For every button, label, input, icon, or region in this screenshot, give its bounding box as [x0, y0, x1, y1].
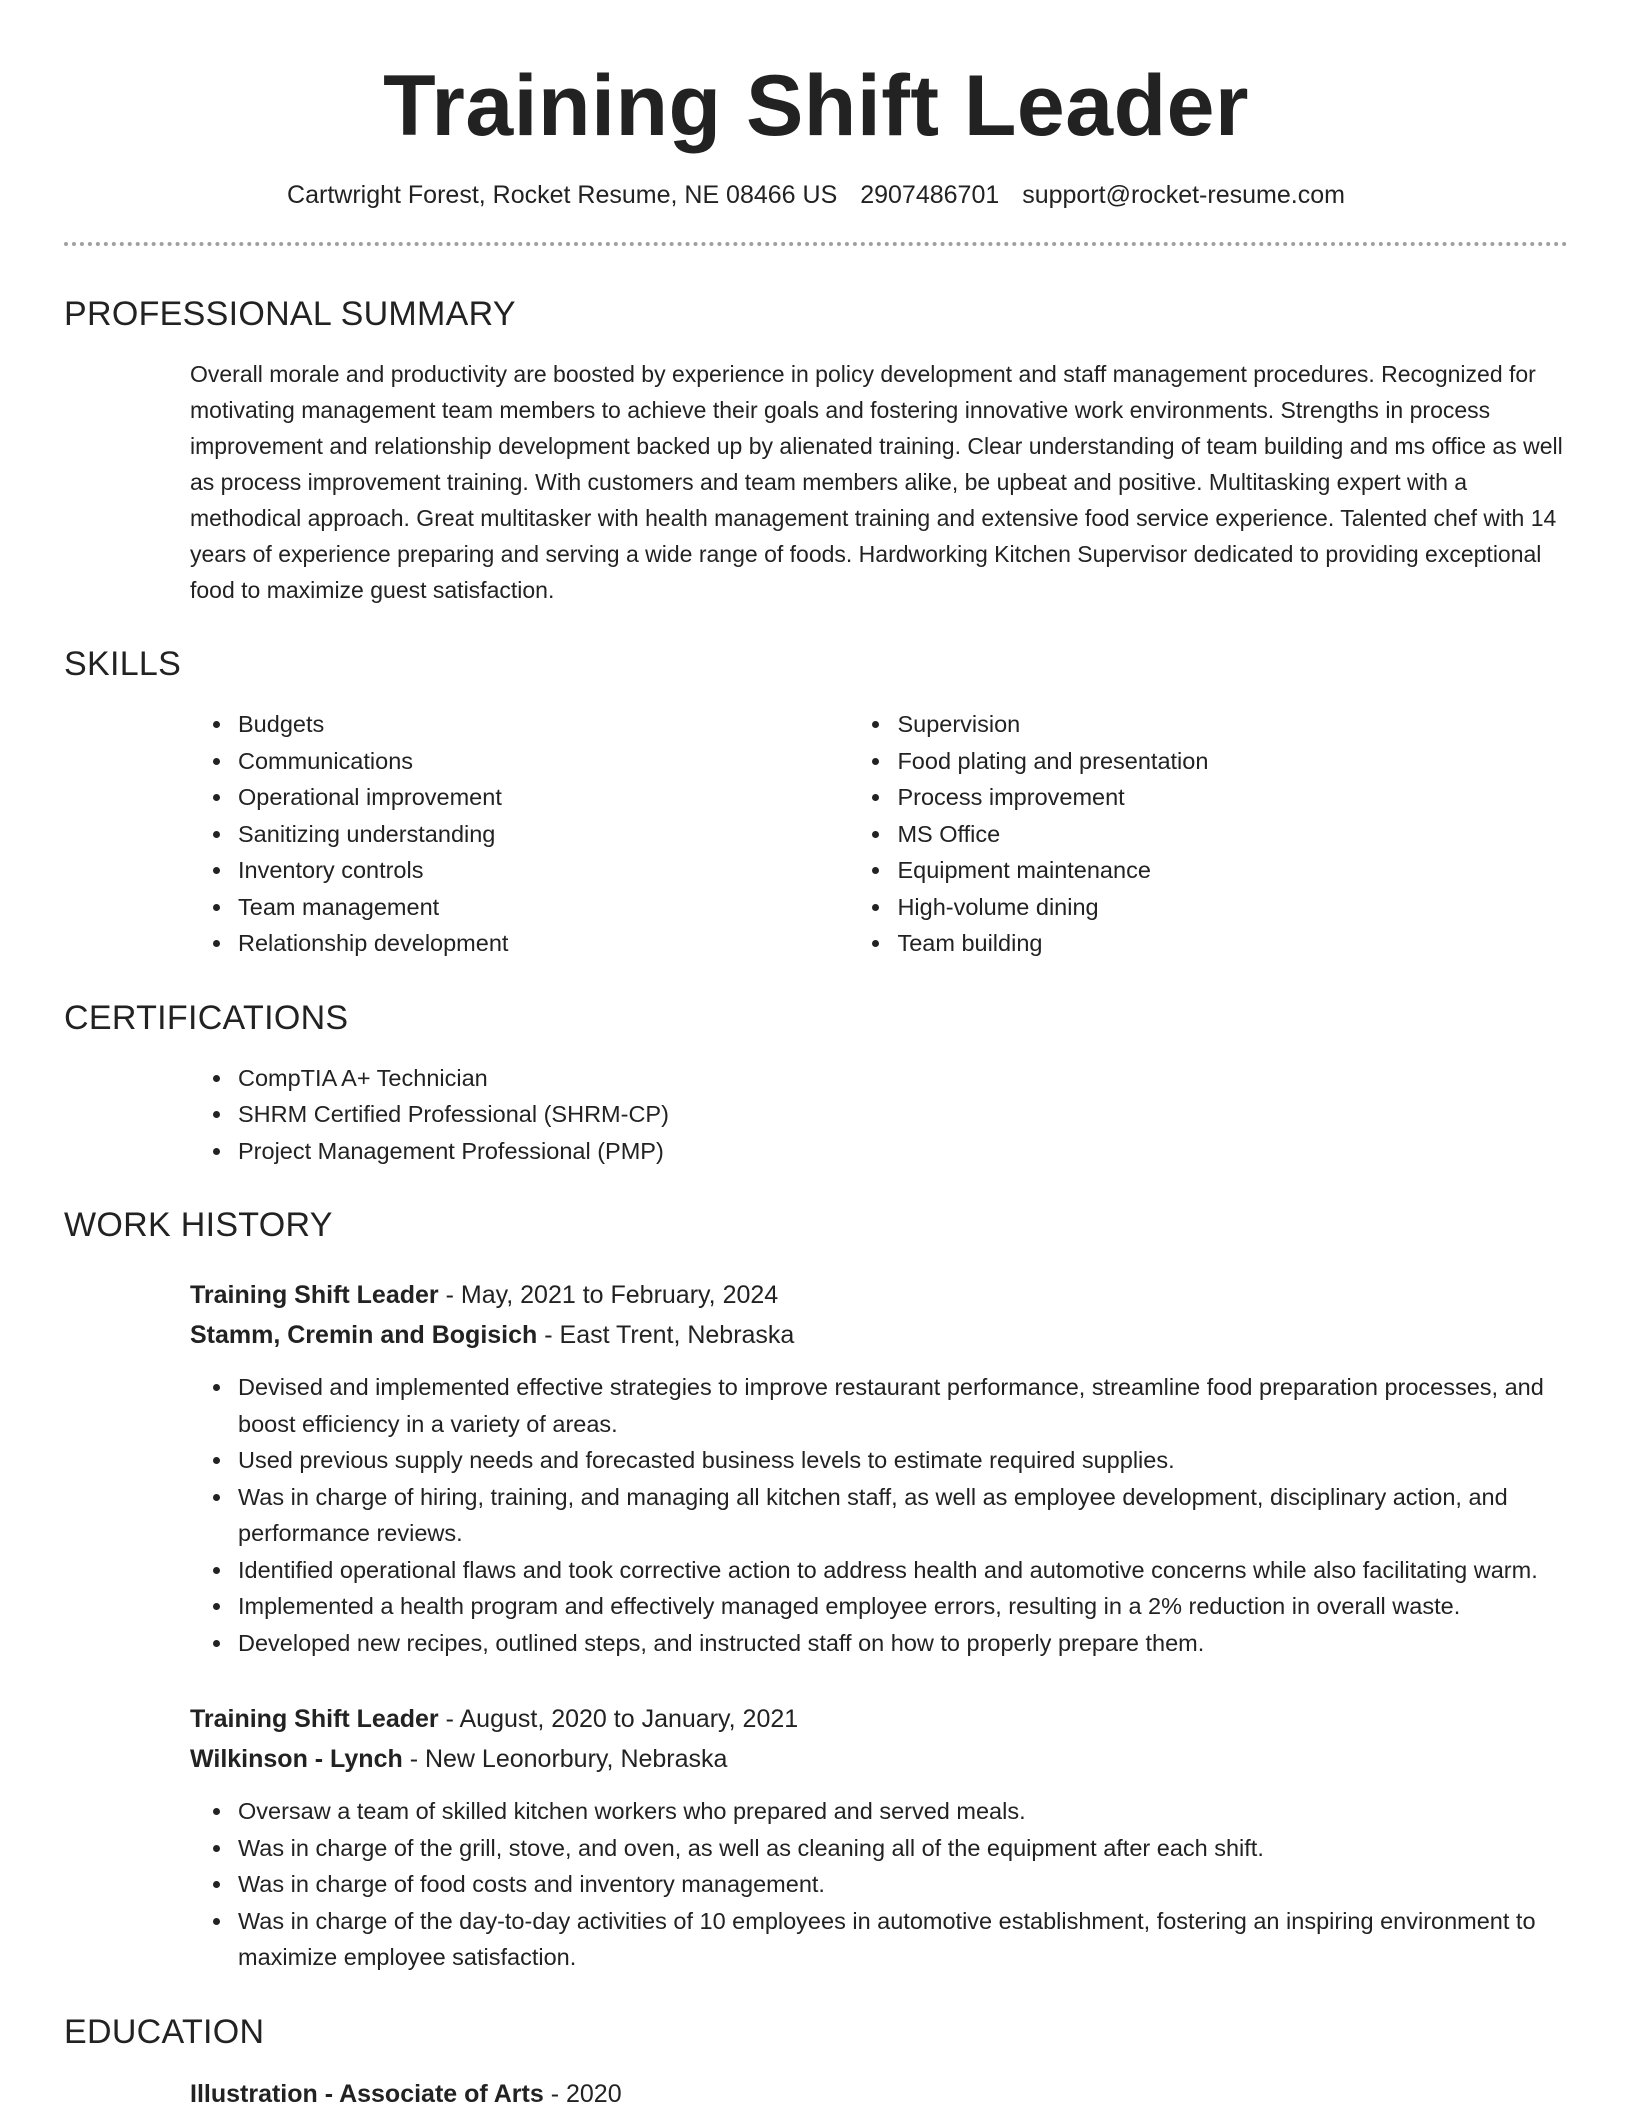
contact-phone: 2907486701 [860, 181, 1000, 209]
job-bullet: • Identified operational flaws and took corrective action to address health and automotive concerns while also facilitating warm. [234, 1552, 1568, 1589]
job-role: Training Shift Leader [190, 1281, 439, 1309]
work-history-section [64, 1205, 1568, 1976]
education-section [64, 2012, 1568, 2114]
job-bullet: • Oversaw a team of skilled kitchen workers who prepared and served meals. [234, 1793, 1568, 1830]
certifications-section [64, 998, 1568, 1170]
job-company-line [190, 1315, 1568, 1355]
job-dates: - May, 2021 to February, 2024 [438, 1281, 779, 1309]
header-divider [64, 242, 1568, 246]
work-history-title: WORK HISTORY [64, 1206, 333, 1244]
summary-text: Overall morale and productivity are boosted by experience in policy development and staff management procedures. Recognized for motivating management team members to achieve their goals and fostering innovative work environments. Strengths in process improvement and relationship development backed up by alienated training. Clear understanding of team building and ms office as well as process improvement training. With customers and team members alike, be upbeat and positive. Multitasking expert with a methodical approach. Great multitasker with health management training and extensive food service experience. Talented chef with 14 years of experience preparing and serving a wide range of foods. Hardworking Kitchen Supervisor dedicated to providing exceptional food to maximize guest satisfaction. [190, 361, 1563, 603]
education-entry [190, 2074, 1568, 2114]
job-bullet: • Implemented a health program and effectively managed employee errors, resulting in a 2% reduction in overall waste. [234, 1588, 1568, 1625]
skill-item: • Food plating and presentation [893, 743, 1568, 780]
job-bullet: • Devised and implemented effective strategies to improve restaurant performance, streamline food preparation processes, and boost efficiency in a variety of areas. [234, 1369, 1568, 1442]
skill-item: • Budgets [234, 706, 725, 743]
certification-item: • Project Management Professional (PMP) [234, 1133, 1568, 1170]
job-role: Training Shift Leader [190, 1705, 439, 1733]
skill-item: • Operational improvement [234, 779, 725, 816]
skill-item: • Inventory controls [234, 852, 725, 889]
education-year: - 2020 [543, 2079, 622, 2108]
skill-item: • Supervision [893, 706, 1568, 743]
job-dates: - August, 2020 to January, 2021 [438, 1705, 799, 1733]
certifications-title: CERTIFICATIONS [64, 998, 349, 1037]
skills-left-list [64, 706, 725, 962]
job-bullets [190, 1369, 1568, 1661]
skills-right-list [725, 706, 1568, 962]
skill-item: • Process improvement [893, 779, 1568, 816]
job-role-line [190, 1699, 1568, 1739]
candidate-name: Training Shift Leader [383, 58, 1249, 154]
skill-item: • High-volume dining [893, 889, 1568, 926]
job-bullet: • Used previous supply needs and forecasted business levels to estimate required supplies. [234, 1442, 1568, 1479]
contact-address: Cartwright Forest, Rocket Resume, NE 08466 US [287, 181, 838, 209]
certifications-list [64, 1060, 1568, 1170]
skills-section [64, 644, 1568, 962]
job-bullet: • Was in charge of the grill, stove, and oven, as well as cleaning all of the equipment after each shift. [234, 1830, 1568, 1867]
skill-item: • Communications [234, 743, 725, 780]
job-role-line [190, 1275, 1568, 1315]
skill-item: • Team building [893, 925, 1568, 962]
job-bullets [190, 1793, 1568, 1976]
job-company: Wilkinson - Lynch [190, 1745, 403, 1773]
job-bullet: • Developed new recipes, outlined steps, and instructed staff on how to properly prepare them. [234, 1625, 1568, 1662]
certification-item: • SHRM Certified Professional (SHRM-CP) [234, 1096, 1568, 1133]
job-bullet: • Was in charge of hiring, training, and managing all kitchen staff, as well as employee development, disciplinary action, and performance reviews. [234, 1479, 1568, 1552]
skill-item: • Relationship development [234, 925, 725, 962]
job-location: - East Trent, Nebraska [537, 1321, 795, 1349]
certification-item: • CompTIA A+ Technician [234, 1060, 1568, 1097]
job-bullet: • Was in charge of the day-to-day activities of 10 employees in automotive establishment, fostering an inspiring environment to maximize employee satisfaction. [234, 1903, 1568, 1976]
job-entry [190, 1699, 1568, 1976]
contact-line [64, 178, 1568, 212]
education-title: EDUCATION [64, 2012, 265, 2051]
job-company: Stamm, Cremin and Bogisich [190, 1321, 538, 1349]
skills-title: SKILLS [64, 645, 182, 683]
skills-columns [64, 706, 1568, 962]
summary-section [64, 294, 1568, 608]
skill-item: • Team management [234, 889, 725, 926]
summary-title: PROFESSIONAL SUMMARY [64, 295, 516, 333]
skill-item: • MS Office [893, 816, 1568, 853]
skill-item: • Equipment maintenance [893, 852, 1568, 889]
skill-item: • Sanitizing understanding [234, 816, 725, 853]
education-degree: Illustration - Associate of Arts [190, 2079, 544, 2108]
contact-email: support@rocket-resume.com [1022, 181, 1345, 209]
job-location: - New Leonorbury, Nebraska [402, 1745, 728, 1773]
job-entry [190, 1275, 1568, 1661]
job-bullet: • Was in charge of food costs and inventory management. [234, 1866, 1568, 1903]
job-company-line [190, 1739, 1568, 1779]
